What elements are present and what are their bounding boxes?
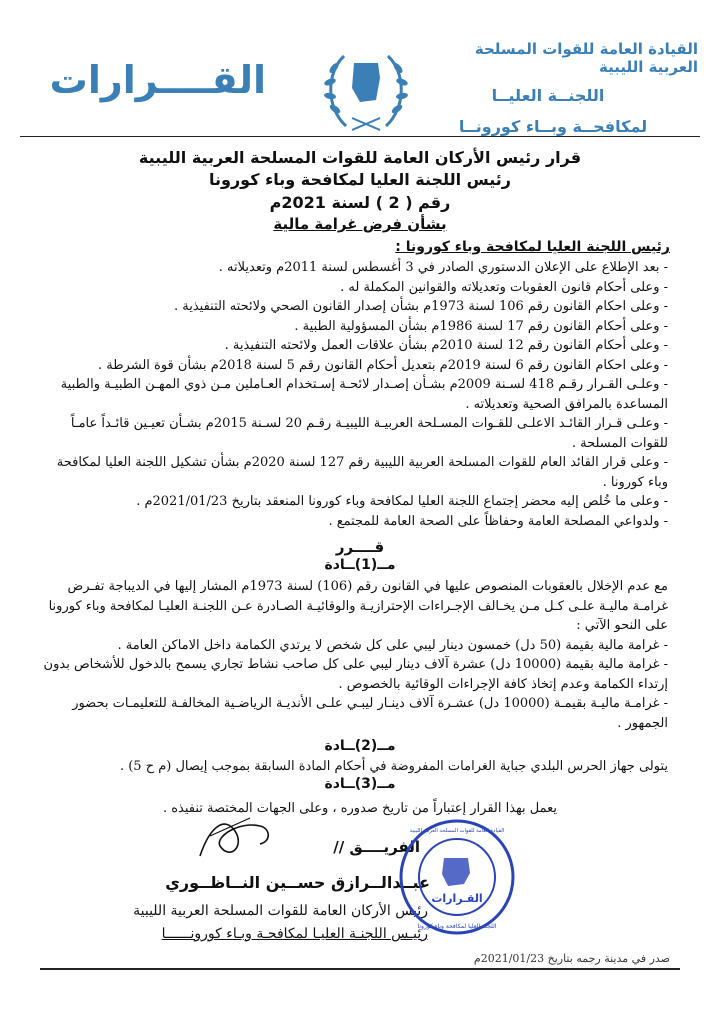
preamble-item: - وعلى ما خُلص إليه محضر إجتماع اللجنة العليا لمكافحة وباء كورونا المنعقد بتاريخ 2021/01/23م . [136, 494, 668, 509]
article-3-heading: مــ(3)ــادة [324, 776, 396, 792]
preamble-item: - وعلـى القـرار رقـم 418 لسـنة 2009م بشـأن إصـدار لائحـة إسـتخدام العـاملين مـن ذوي المهـن الطبيـة والطبية المساعدة بالمرافق الصحية وتعديلاته . [60, 377, 668, 412]
laurel-emblem-icon [316, 38, 416, 138]
issued-city: رجمه [576, 952, 601, 965]
preamble-item: - وعلـى قـرار القائـد الاعلـى للقـوات المسـلحة العربيـة الليبيـة رقـم 20 لسـنة 2015م بشـأن تعيـين قائـداً عامـاً للقوات المسلحة . [70, 416, 668, 451]
signer-role-1: رئيس الأركان العامة للقوات المسلحة العربية الليبية [133, 903, 428, 919]
preamble-item: - وعلى قرار القائد العام للقوات المسلحة العربية الليبية رقم 127 لسنة 2020م بشأن تشكيل اللجنة العليا لمكافحة وباء كورونا . [56, 455, 668, 490]
stamp-center-text: القـرارات [431, 892, 483, 905]
article-1-paragraph: مع عدم الإخلال بالعقوبات المنصوص عليها في القانون رقم (106) لسنة 1973م المشار إليها في الديباجة تفـرض غرامـة ماليـة علـى كـل مـن يخـالف الإجـراءات الإحترازيـة والوقائيـة الصـادرة عـن اللجنـة العليـا لمكافحة وباء كورونا على النحو الآتي : [48, 579, 668, 633]
stamp-ring-text: القيادة العامة للقوات المسلحة العربية الليبية [409, 828, 505, 834]
letterhead-organization [438, 40, 698, 136]
signer-name: عبــدالــرازق حســين النــاظــوري [165, 873, 430, 892]
org-line-1: القيادة العامة للقوات المسلحة العربية الليبية [474, 40, 698, 76]
preamble-item: - ولدواعي المصلحة العامة وحفاظاً على الصحة العامة للمجتمع . [328, 513, 668, 529]
article-2-body: يتولى جهاز الحرس البلدي جباية الغرامات المفروضة في أحكام المادة السابقة بموجب إيصال (م ح 5) . [119, 759, 668, 774]
issued-label: صدر في مدينة [604, 952, 670, 965]
preamble-item: - وعلى احكام القانون رقم 6 لسنة 2019م بتعديل أحكام القانون رقم 5 لسنة 2018م بشأن قوة الشرطة . [97, 357, 668, 373]
article-1-paragraph: - غرامـة ماليـة بقيمـة (10000 دل) عشـرة آلاف دينـار ليبـي علـى الأنديـة الرياضـية المخالفـة للتعليمـات بحضور الجمهور . [72, 696, 668, 731]
article-1-paragraph: - غرامة مالية بقيمة (50 دل) خمسون دينار ليبي على كل شخص لا يرتدي الكمامة داخل الاماكن العامة . [117, 637, 668, 653]
header-divider [20, 136, 700, 137]
preamble-item: - وعلى أحكام القانون رقم 12 لسنة 2010م بشأن علاقات العمل ولائحته التنفيذية . [224, 338, 668, 353]
decision-title-line-1: قرار رئيس الأركان العامة للقوات المسلحة العربية الليبية [138, 148, 582, 167]
issued-date: 2021/01/23م [473, 952, 545, 965]
article-2-heading: مــ(2)ــادة [324, 738, 396, 754]
org-line-3: لمكافحــة وبــاء كورونــا [458, 117, 648, 136]
signer-rank: الفريــــق // [333, 838, 420, 856]
issued-line [450, 952, 670, 965]
decision-subject: بشأن فرض غرامة مالية [273, 215, 447, 233]
decision-title-line-2: رئيس اللجنة العليا لمكافحة وباء كورونا [208, 170, 511, 189]
preamble-title: رئيس اللجنة العليا لمكافحة وباء كورونا : [395, 239, 670, 255]
footer-divider [40, 968, 680, 970]
article-3-body: يعمل بهذا القرار إعتباراً من تاريخ صدوره ، وعلى الجهات المختصة تنفيذه . [162, 801, 558, 816]
preamble-list [40, 258, 668, 531]
article-1-body [40, 577, 668, 733]
handwritten-signature [190, 806, 280, 866]
letterhead [0, 0, 720, 140]
decision-number: رقم ( 2 ) لسنة 2021م [269, 193, 451, 212]
article-1-heading: مــ(1)ــادة [324, 557, 396, 573]
preamble-item: - وعلى أحكام القانون رقم 17 لسنة 1986م بشأن المسؤولية الطبية . [294, 318, 668, 334]
org-line-2: اللجنــة العليــا [491, 86, 605, 105]
official-stamp [398, 818, 516, 936]
stamp-bottom-text: اللجنة العليا لمكافحة وباء كورونا [417, 923, 497, 930]
article-1-paragraph: - غرامة مالية بقيمة (10000 دل) عشرة آلاف دينار ليبي على كل صاحب نشاط تجاري يسمح بالدخول للأشخاص بدون إرتداء الكمامة وعدم إتخاذ كافة الإجراءات الوقائية بالخصوص . [43, 657, 668, 692]
decree-heading: قــــرر [335, 538, 385, 556]
issued-date-label: بتاريخ [547, 952, 573, 965]
signer-role-2: رئيـس اللجنـة العليـا لمكافحـة وبـاء كورونــــــا [161, 926, 428, 942]
preamble-item: - وعلى أحكام قانون العقوبات وتعديلاته والقوانين المكملة له . [340, 279, 668, 295]
letterhead-title: القــــرارات [49, 58, 266, 102]
preamble-item: - وعلى احكام القانون رقم 106 لسنة 1973م بشأن إصدار القانون الصحي ولائحته التنفيذية . [173, 299, 668, 314]
preamble-item: - بعد الإطلاع على الإعلان الدستوري الصادر في 3 أغسطس لسنة 2011م وتعديلاته . [218, 260, 668, 275]
